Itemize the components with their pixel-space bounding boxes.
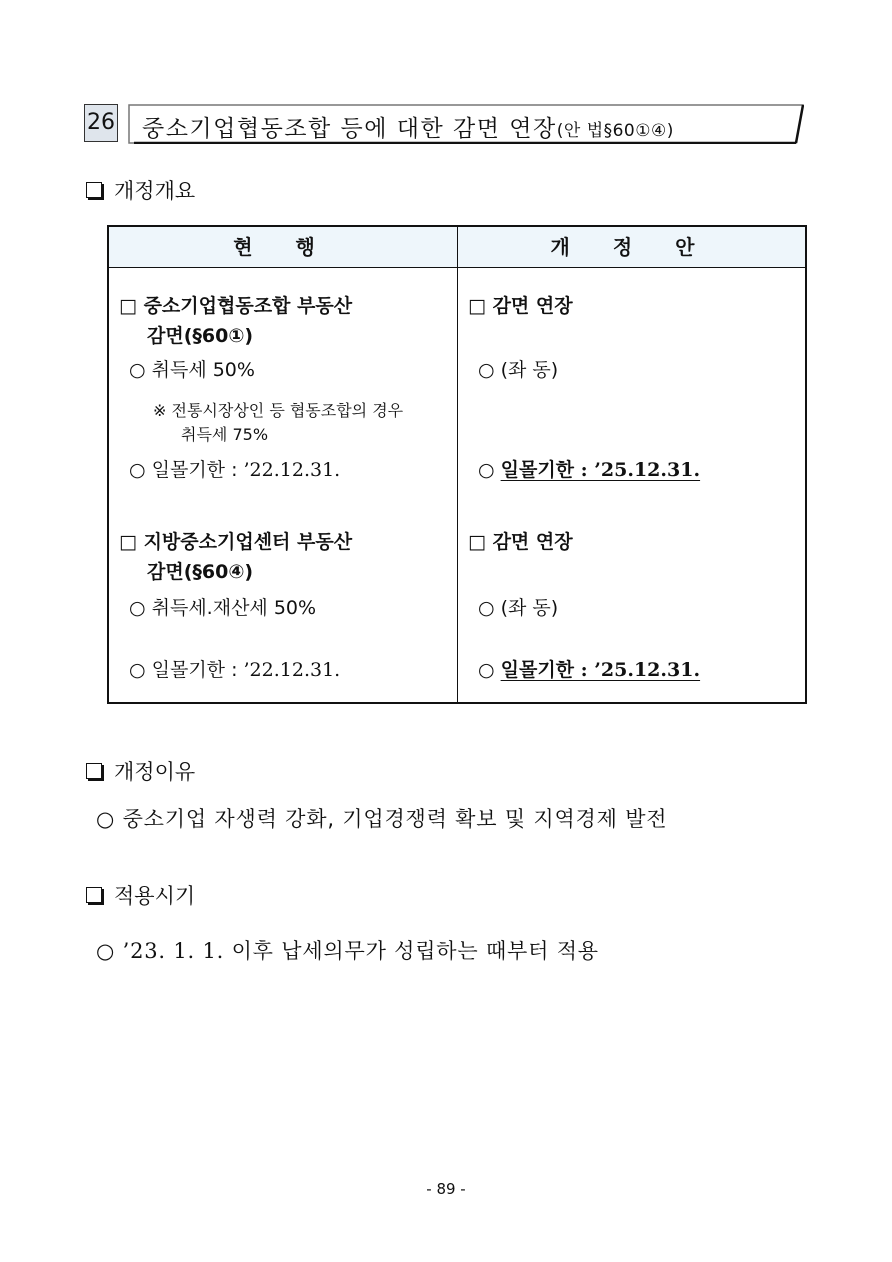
current-block2-item2-label: ○ 일몰기한 :: [129, 659, 244, 681]
section-title-box: [128, 104, 804, 144]
current-block1-note-2: 취득세 75%: [181, 425, 269, 444]
proposed-block2-item2-label: 일몰기한 : ’25.12.31.: [500, 659, 701, 681]
square-bullet-icon: [86, 763, 102, 779]
current-block1-item2-value: ’22.12.31.: [243, 459, 341, 481]
current-block1-item2-label: ○ 일몰기한 :: [129, 459, 244, 481]
current-block1-title-2: 감면(§60①): [147, 325, 254, 347]
section-title-main: 중소기업협동조합 등에 대한 감면 연장: [142, 116, 557, 142]
section-title-sub: (안 법§60①④): [556, 121, 674, 141]
current-block1-note-1: ※ 전통시장상인 등 협동조합의 경우: [153, 401, 404, 420]
proposed-block1-item2-circle: ○: [478, 459, 501, 481]
proposed-block2-item2: [478, 655, 700, 682]
current-block1-item2: [129, 455, 340, 482]
section-title: [142, 110, 674, 143]
reason-heading-label: 개정이유: [114, 760, 196, 784]
timing-item-text: 이후 납세의무가 성립하는 때부터 적용: [224, 939, 599, 963]
timing-heading: [86, 880, 195, 910]
current-block2-title-2: 감면(§60④): [147, 561, 254, 583]
proposed-block2-title: □ 감면 연장: [468, 531, 573, 553]
header-proposed: 개 정 안: [550, 235, 713, 259]
proposed-block2-item2-circle: ○: [478, 659, 501, 681]
current-block2-item1: ○ 취득세.재산세 50%: [129, 597, 317, 619]
proposed-block1-item1: ○ (좌 동): [478, 359, 559, 381]
overview-heading-label: 개정개요: [114, 179, 196, 203]
overview-heading: [86, 175, 195, 205]
page-number: - 89 -: [426, 1180, 466, 1198]
proposed-block1-item2: [478, 455, 700, 482]
column-divider: [457, 227, 458, 702]
reason-heading: [86, 756, 195, 786]
section-number-badge: 26: [84, 104, 118, 142]
timing-item-circle: ○: [96, 939, 123, 963]
timing-item-date: ’23. 1. 1.: [122, 939, 225, 963]
current-block2-item2-value: ’22.12.31.: [243, 659, 341, 681]
current-block2-item2: [129, 655, 340, 682]
current-block1-title-1: □ 중소기업협동조합 부동산: [119, 295, 353, 317]
timing-heading-label: 적용시기: [114, 884, 196, 908]
timing-item: [96, 935, 599, 965]
square-bullet-icon: [86, 182, 102, 198]
proposed-block2-item1: ○ (좌 동): [478, 597, 559, 619]
comparison-table: [107, 225, 807, 704]
current-block2-title-1: □ 지방중소기업센터 부동산: [119, 531, 353, 553]
current-block1-item1: ○ 취득세 50%: [129, 359, 255, 381]
reason-item: ○ 중소기업 자생력 강화, 기업경쟁력 확보 및 지역경제 발전: [96, 807, 668, 831]
proposed-block1-item2-label: 일몰기한 : ’25.12.31.: [500, 459, 701, 481]
square-bullet-icon: [86, 887, 102, 903]
proposed-block1-title: □ 감면 연장: [468, 295, 573, 317]
section-title-bar: [84, 104, 804, 144]
header-current: 현 행: [233, 235, 333, 259]
